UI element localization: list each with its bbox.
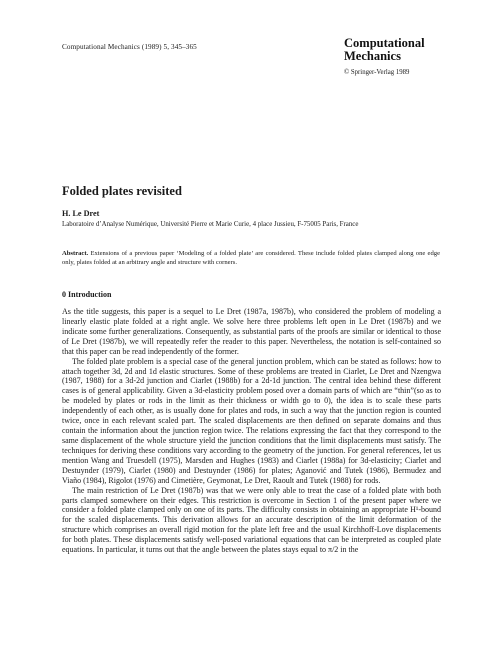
journal-brand [344, 37, 464, 76]
author-affiliation: Laboratoire d’Analyse Numérique, Université Pierre et Marie Curie, 4 place Jussieu, F-75005 Paris, France [62, 221, 359, 228]
abstract-text: Extensions of a previous paper ‘Modeling of a folded plate’ are considered. These include folded plates clamped along one edge only, plates folded at an arbitrary angle and structure with corners. [62, 250, 440, 267]
section-body [62, 307, 441, 555]
copyright-notice: © Springer-Verlag 1989 [344, 69, 410, 76]
article-author: H. Le Dret [62, 209, 100, 218]
article-title: Folded plates revisited [62, 184, 182, 198]
body-paragraph-2: The folded plate problem is a special case of the general junction problem, which can be stated as follows: how to attach together 3d, 2d and 1d elastic structures. Some of these problems are treated in Ciarlet, Le Dret and Nzengwa (1987, 1988) for a 3d-2d junction and Ciarlet (1988b) for a 2d-1d junction. The central idea behind these different cases is of general applicability. Given a 3d-elasticity problem posed over a domain parts of which are “thin”(so as to be modeled by plates or rods in the limit as their thickness or width go to 0), the idea is to scale these parts independently of each other, as is usually done for plates and rods, in such a way that the junction region is counted twice, once in each relevant scaled part. The scaled displacements are then defined on separate domains and thus contain the information about the junction region twice. The relations expressing the fact that they correspond to the same displacement of the whole structure yield the junction conditions that the limit displacements must satisfy. The techniques for deriving these conditions vary according to the geometry of the junction. For general references, let us mention Wang and Truesdell (1975), Marsden and Hughes (1983) and Ciarlet (1988a) for 3d-elasticity; Ciarlet and Destuynder (1979), Ciarlet (1980) and Destuynder (1986) for plates; Aganović and Tutek (1986), Bermudez and Viaño (1984), Rigolot (1976) and Cimetière, Geymonat, Le Dret, Raoult and Tutek (1988) for rods. [62, 356, 441, 485]
abstract [62, 249, 440, 268]
journal-reference: Computational Mechanics (1989) 5, 345–365 [62, 43, 197, 51]
body-paragraph-1: As the title suggests, this paper is a sequel to Le Dret (1987a, 1987b), who considered the problem of modeling a linearly elastic plate folded at a right angle. We solve here three problems left open in Le Dret (1987b) and we indicate some further generalizations. Consequently, as substantial parts of the proofs are similar or identical to those of Le Dret (1987b), we will repeatedly refer the reader to this paper. Nevertheless, the notation is self-contained so that this paper can be read independently of the former. [62, 307, 441, 356]
journal-name-line1: Computational [344, 36, 425, 50]
abstract-label: Abstract. [62, 250, 89, 257]
section-heading: 0 Introduction [62, 290, 112, 299]
body-paragraph-3: The main restriction of Le Dret (1987b) was that we were only able to treat the case of a folded plate with both parts clamped somewhere on their edges. This restriction is overcome in Section 1 of the present paper where we consider a folded plate clamped only on one of its parts. The difficulty consists in obtaining an appropriate H¹-bound for the scaled displacements. This derivation allows for an accurate description of the limit deformation of the structure which comprises an overall rigid motion for the plate left free and the usual Kirchhoff-Love displacements for both plates. These displacements satisfy well-posed variational equations that can be interpreted as coupled plate equations. In particular, it turns out that the angle between the plates stays equal to π/2 in the [62, 485, 441, 555]
journal-name-line2: Mechanics [344, 48, 401, 63]
